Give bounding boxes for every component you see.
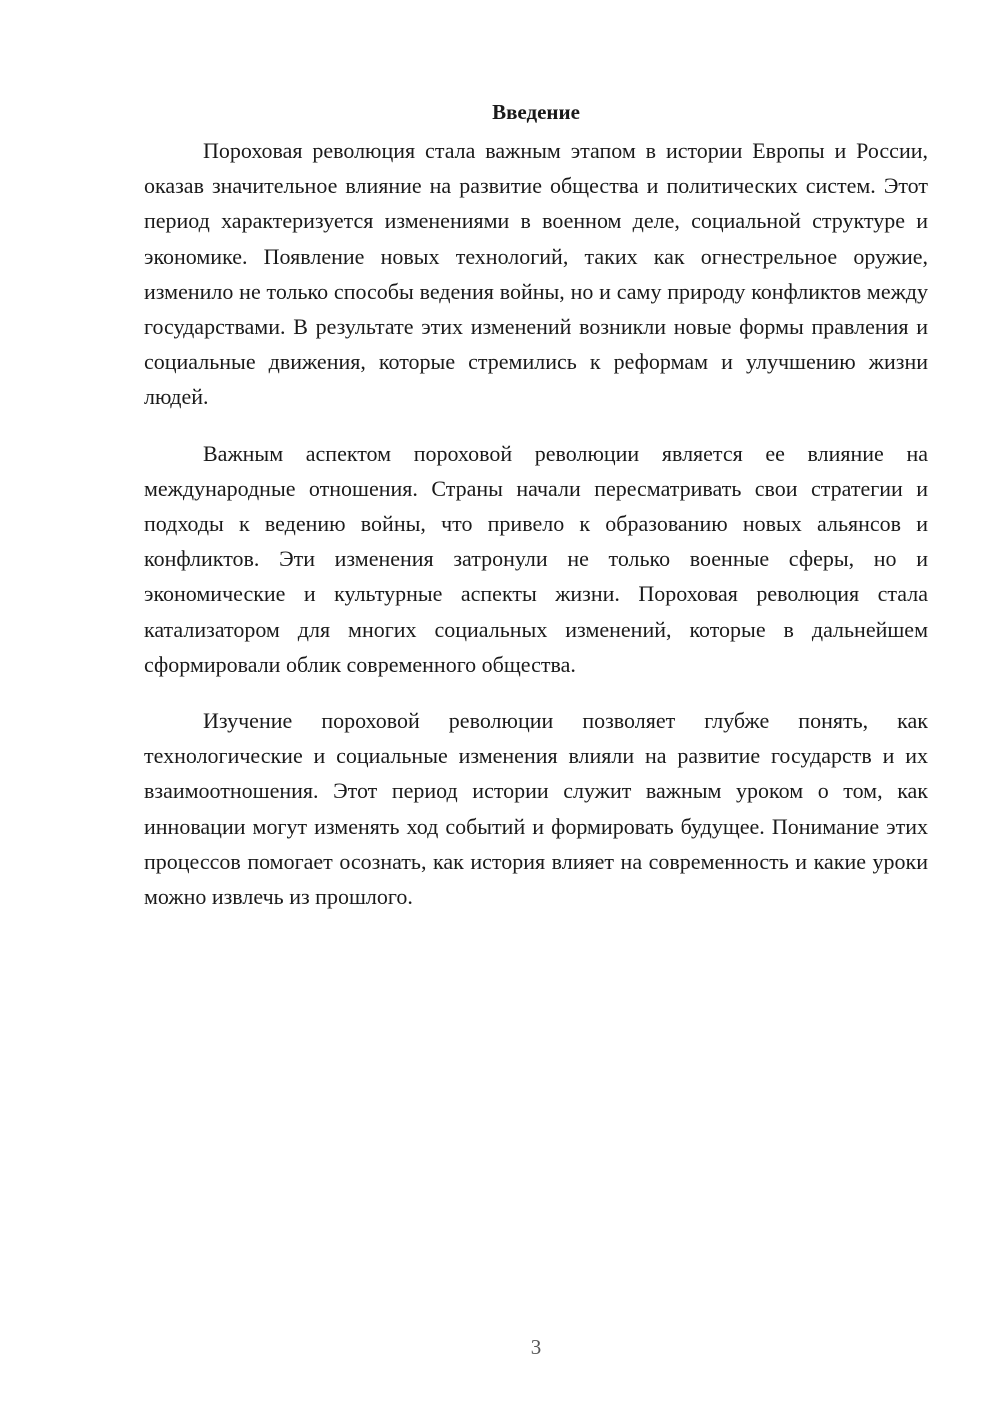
paragraph-conclusion: Изучение пороховой революции позволяет глубже понять, как технологические и социальные изменения влияли на развитие государств и их взаимоотношения. Этот период истории служит важным уроком о том, как инновации могут изменять ход событий и формировать будущее. Понимание этих процессов помогает осознать, как история влияет на современность и какие уроки можно извлечь из прошлого. [144,708,928,910]
page-number: 3 [530,1335,542,1359]
paragraph-intro: Пороховая революция стала важным этапом в истории Европы и России, оказав значительное влияние на развитие общества и политических систем. Этот период характеризуется изменениями в военном деле, социальной структуре и экономике. Появление новых технологий, таких как огнестрельное оружие, изменило не только способы ведения войны, но и саму природу конфликтов между государствами. В результате этих изменений возникли новые формы правления и социальные движения, которые стремились к реформам и улучшению жизни людей. [144,138,928,410]
section-heading: Введение [492,100,580,124]
page-content [144,96,928,935]
paragraph-international-relations: Важным аспектом пороховой революции является ее влияние на международные отношения. Страны начали пересматривать свои стратегии и подходы к ведению войны, что привело к образованию новых альянсов и конфликтов. Эти изменения затронули не только военные сферы, но и экономические и культурные аспекты жизни. Пороховая революция стала катализатором для многих социальных изменений, которые в дальнейшем сформировали облик современного общества. [144,440,928,677]
